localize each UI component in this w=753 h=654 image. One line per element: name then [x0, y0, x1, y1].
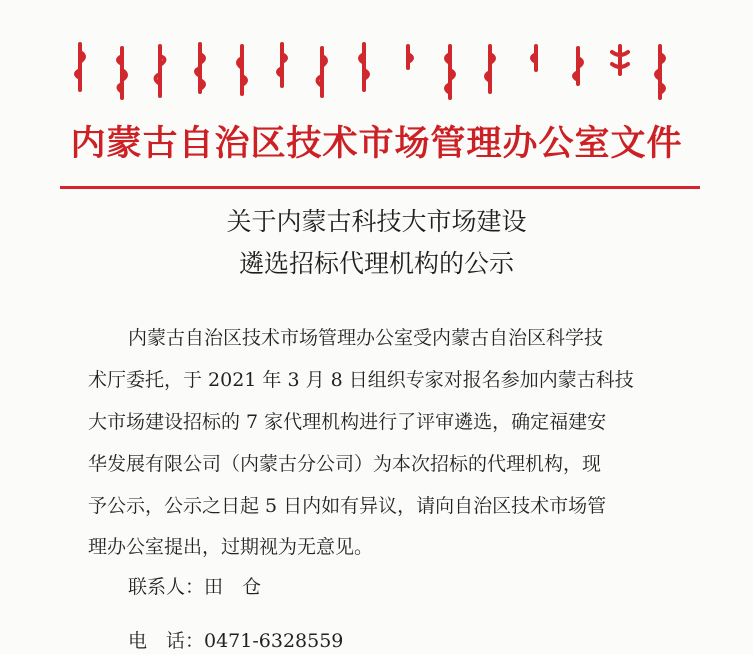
contact-phone: 电 话：0471-6328559: [128, 630, 344, 652]
organization-title: 内蒙古自治区技术市场管理办公室文件: [70, 124, 683, 164]
body-paragraph-line: 华发展有限公司（内蒙古分公司）为本次招标的代理机构，现: [88, 453, 602, 475]
body-paragraph-line: 内蒙古自治区技术市场管理办公室受内蒙古自治区科学技: [128, 327, 604, 349]
mongolian-script-icon: [60, 40, 700, 102]
body-paragraph-line: 术厅委托，于 2021 年 3 月 8 日组织专家对报名参加内蒙古科技: [88, 369, 634, 391]
body-paragraph-line: 理办公室提出，过期视为无意见。: [88, 536, 374, 558]
body-paragraph-line: 予公示，公示之日起 5 日内如有异议，请向自治区技术市场管: [88, 495, 607, 517]
body-paragraph-line: 大市场建设招标的 7 家代理机构进行了评审遴选，确定福建安: [88, 411, 607, 433]
document-title-line-2: 遴选招标代理机构的公示: [238, 249, 514, 278]
document-title-line-1: 关于内蒙古科技大市场建设: [226, 207, 527, 236]
contact-person: 联系人：田 仓: [128, 576, 262, 598]
red-divider: [60, 186, 700, 189]
mongolian-script-header: [60, 40, 700, 102]
